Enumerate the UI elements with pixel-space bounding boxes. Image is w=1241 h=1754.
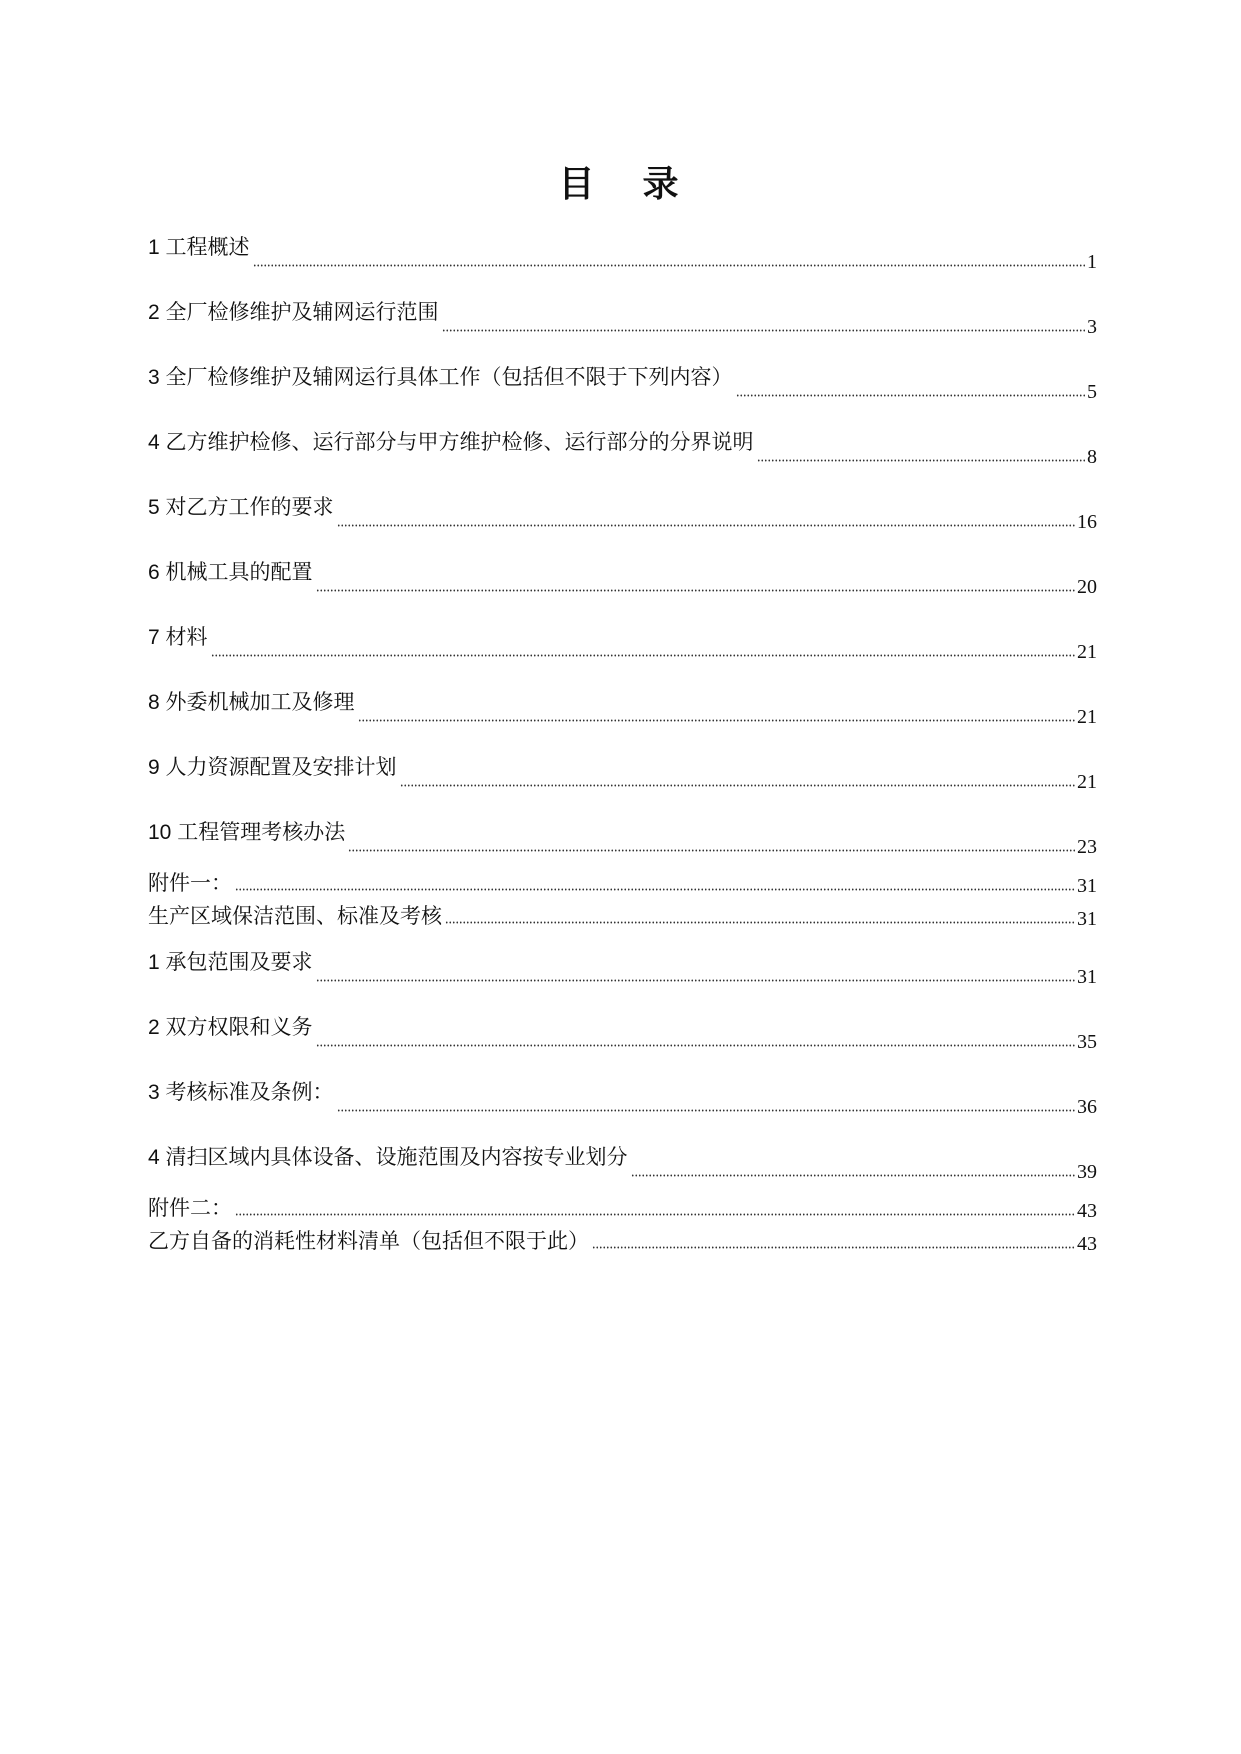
dot-leader [253,264,1085,267]
toc-entry [148,301,1097,337]
toc-entry [148,756,1097,792]
toc-entry [148,1146,1097,1182]
toc-entry [148,872,1097,896]
toc-entry-page: 16 [1077,511,1097,533]
toc-entry-label: 9 人力资源配置及安排计划 [148,756,397,779]
dot-leader [235,1213,1075,1216]
dot-leader [348,849,1075,852]
toc-entry-label: 4 清扫区域内具体设备、设施范围及内容按专业划分 [148,1146,628,1169]
toc-entry-page: 43 [1077,1200,1097,1222]
toc-entry-page: 31 [1077,908,1097,930]
toc-entry-page: 23 [1077,836,1097,858]
table-of-contents [148,236,1097,1263]
dot-leader [358,719,1075,722]
toc-entry-label: 3 全厂检修维护及辅网运行具体工作（包括但不限于下列内容） [148,366,733,389]
toc-entry-label: 8 外委机械加工及修理 [148,691,355,714]
toc-entry [148,905,1097,929]
toc-entry [148,431,1097,467]
dot-leader [211,654,1075,657]
page-title: 目 录 [558,163,683,204]
toc-entry-page: 31 [1077,966,1097,988]
toc-entry-label: 7 材料 [148,626,208,649]
toc-entry [148,821,1097,857]
toc-entry-label: 附件一： [148,872,232,895]
toc-entry-label: 2 双方权限和义务 [148,1016,313,1039]
toc-entry [148,496,1097,532]
dot-leader [442,329,1085,332]
toc-entry-page: 5 [1087,381,1097,403]
toc-entry-label: 5 对乙方工作的要求 [148,496,334,519]
toc-entry [148,236,1097,272]
toc-entry-page: 35 [1077,1031,1097,1053]
toc-entry-page: 39 [1077,1161,1097,1183]
toc-entry-label: 3 考核标准及条例： [148,1081,334,1104]
toc-entry-page: 31 [1077,875,1097,897]
toc-entry-page: 1 [1087,251,1097,273]
dot-leader [316,1044,1075,1047]
toc-entry-label: 4 乙方维护检修、运行部分与甲方维护检修、运行部分的分界说明 [148,431,754,454]
dot-leader [316,589,1075,592]
toc-entry-label: 10 工程管理考核办法 [148,821,346,844]
dot-leader [757,459,1085,462]
toc-entry [148,691,1097,727]
dot-leader [337,1109,1075,1112]
toc-entry [148,1197,1097,1221]
toc-entry [148,1230,1097,1254]
dot-leader [400,784,1075,787]
toc-entry-page: 21 [1077,771,1097,793]
toc-entry-page: 21 [1077,641,1097,663]
toc-entry-page: 43 [1077,1233,1097,1255]
toc-entry-label: 1 承包范围及要求 [148,951,313,974]
toc-entry-page: 3 [1087,316,1097,338]
dot-leader [235,888,1075,891]
toc-entry-label: 1 工程概述 [148,236,250,259]
toc-entry [148,561,1097,597]
toc-entry [148,951,1097,987]
dot-leader [337,524,1075,527]
toc-entry [148,366,1097,402]
toc-entry-page: 36 [1077,1096,1097,1118]
toc-entry-page: 21 [1077,706,1097,728]
toc-entry-label: 6 机械工具的配置 [148,561,313,584]
toc-entry-page: 20 [1077,576,1097,598]
toc-entry-label: 附件二： [148,1197,232,1220]
dot-leader [631,1174,1075,1177]
dot-leader [445,921,1075,924]
toc-entry-page: 8 [1087,446,1097,468]
toc-entry-label: 生产区域保洁范围、标准及考核 [148,905,442,928]
toc-entry [148,1081,1097,1117]
dot-leader [736,394,1085,397]
toc-entry [148,1016,1097,1052]
dot-leader [316,979,1075,982]
toc-entry-label: 乙方自备的消耗性材料清单（包括但不限于此） [148,1230,589,1253]
toc-entry [148,626,1097,662]
dot-leader [592,1246,1075,1249]
toc-entry-label: 2 全厂检修维护及辅网运行范围 [148,301,439,324]
